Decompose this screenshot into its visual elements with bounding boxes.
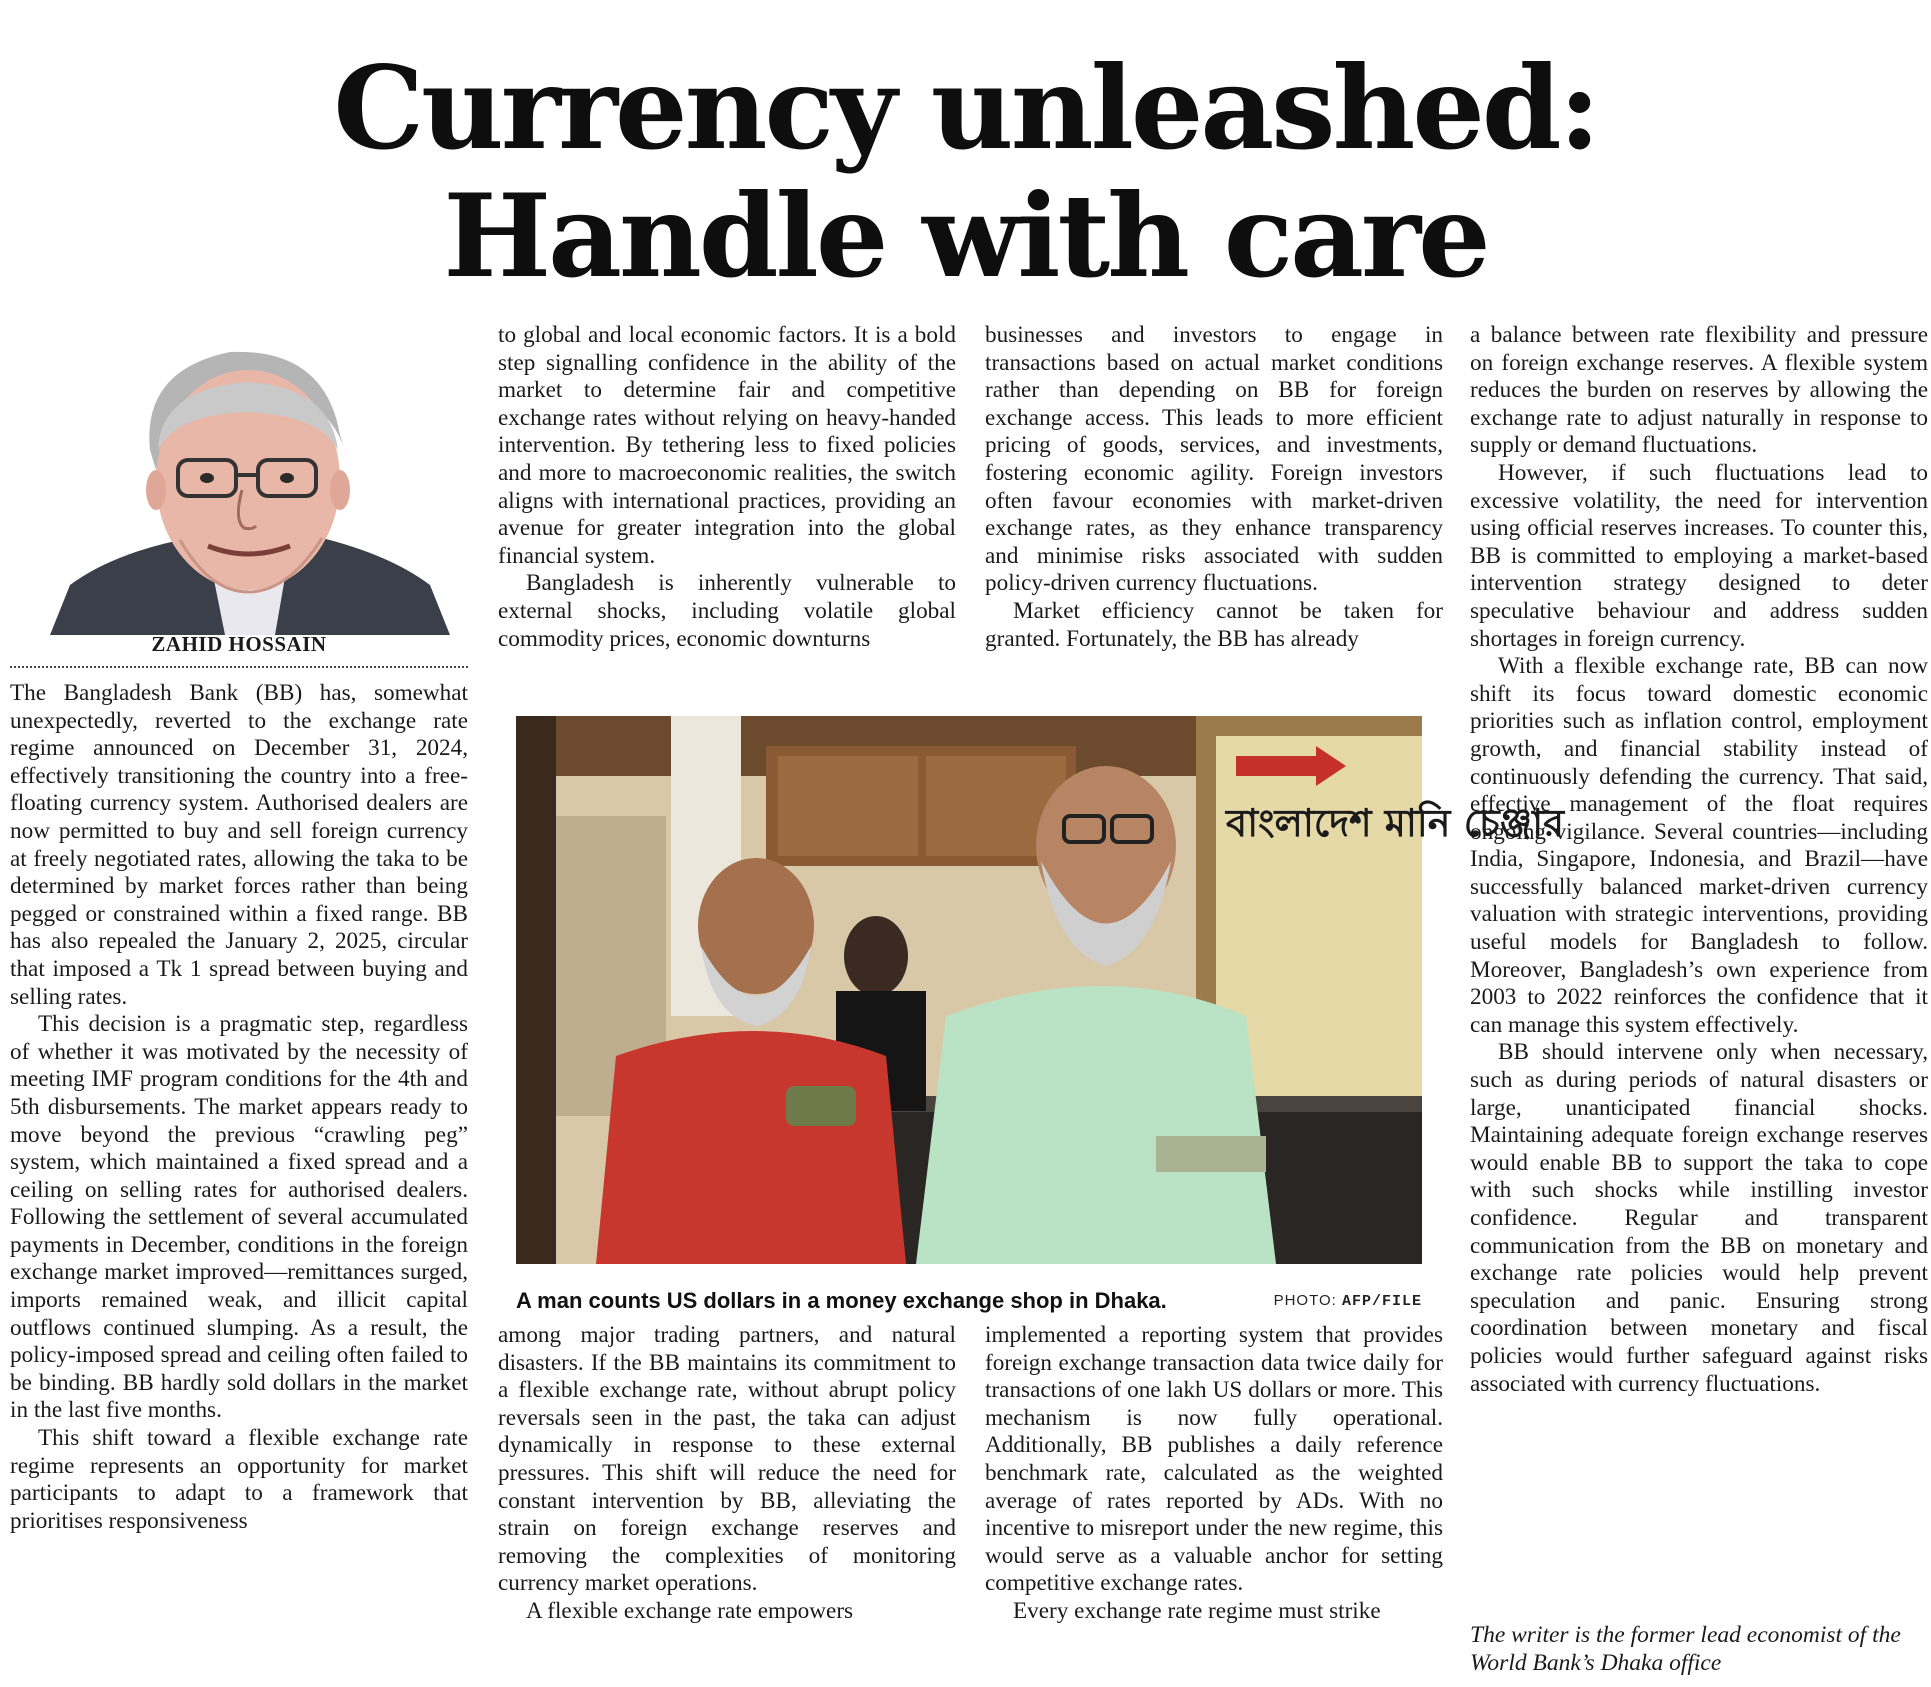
paragraph: With a flexible exchange rate, BB can now shift its focus toward domestic economic priorities such as inflation control, employment growth, and financial stability instead of continuously defending the currency. That said, effective management of the float requires ongoing vigilance. Several countries—including India, Singapore, Indonesia, and Brazil—have successfully balanced market-driven currency valuation with strategic interventions, providing useful models for Bangladesh to follow. Moreover, Bangladesh’s own experience from 2003 to 2022 reinforces the confidence that it can manage this system effectively.: [1470, 653, 1928, 1038]
paragraph: BB should intervene only when necessary, such as during periods of natural disasters or large, unanticipated financial shocks. Maintaining adequate foreign exchange reserves would enable BB to support the taka to cope with such shocks while instilling investor confidence. Regular and transparent communication from the BB on monetary and exchange rate policies would help prevent speculation and panic. Ensuring strong coordination between monetary and fiscal policies would further safeguard against risks associated with currency fluctuations.: [1470, 1039, 1928, 1397]
paragraph: Market efficiency cannot be taken for granted. Fortunately, the BB has already: [985, 597, 1443, 652]
paragraph: This decision is a pragmatic step, regardless of whether it was motivated by the necessity of meeting IMF program conditions for the 4th and 5th disbursements. The market appears ready to move beyond the previous “crawling peg” system, which maintained a fixed spread and a ceiling on selling rates for authorised dealers. Following the settlement of several accumulated payments in December, conditions in the foreign exchange market improved—remittances surged, imports remained weak, and illicit capital outflows continued slumping. As a result, the policy-imposed spread and ceiling often failed to be binding. BB hardly sold dollars in the market in the last five months.: [10, 1011, 468, 1424]
column-1: [10, 680, 468, 1535]
paragraph: Bangladesh is inherently vulnerable to external shocks, including volatile global commodity prices, economic downturns: [498, 570, 956, 652]
column-2-bottom: [498, 1322, 956, 1626]
paragraph: This shift toward a flexible exchange rate regime represents an opportunity for market participants to adapt to a framework that prioritises responsiveness: [10, 1425, 468, 1534]
paragraph: among major trading partners, and natural disasters. If the BB maintains its commitment to a flexible exchange rate, without abrupt policy reversals seen in the past, the taka can adjust dynamically in response to these external pressures. This shift will reduce the need for constant intervention by BB, alleviating the strain on foreign exchange reserves and removing the complexities of monitoring currency market operations.: [498, 1322, 956, 1597]
headline-line-1: Currency unleashed:: [333, 41, 1598, 175]
news-photo: [516, 716, 1565, 1264]
byline-divider: [10, 666, 468, 668]
column-3-top: [985, 322, 1443, 653]
column-2-top: [498, 322, 956, 653]
paragraph: a balance between rate flexibility and pressure on foreign exchange reserves. A flexible system reduces the burden on reserves by allowing the exchange rate to adjust naturally in response to supply or demand fluctuations.: [1470, 322, 1928, 459]
photo-credit-label: PHOTO:: [1273, 1292, 1337, 1309]
photo-credit-source: AFP/FILE: [1341, 1293, 1422, 1310]
author-footnote: The writer is the former lead economist of the World Bank’s Dhaka office: [1470, 1622, 1901, 1676]
shop-sign-text: বাংলাদেশ মানি চেঞ্জার: [1226, 801, 1565, 845]
paragraph: to global and local economic factors. It is a bold step signalling confidence in the ability of the market to determine fair and competitive exchange rates without relying on heavy-handed intervention. By tethering less to fixed policies and more to macroeconomic realities, the switch aligns with international practices, providing an avenue for greater integration into the global financial system.: [498, 322, 956, 569]
photo-credit: [1274, 1292, 1422, 1310]
paragraph: implemented a reporting system that provides foreign exchange transaction data twice daily for transactions of one lakh US dollars or more. This mechanism is now fully operational. Additionally, BB publishes a daily reference benchmark rate, calculated as the weighted average of rates reported by ADs. With no incentive to misreport under the new regime, this would serve as a valuable anchor for setting competitive exchange rates.: [985, 1322, 1443, 1597]
author-byline: ZAHID HOSSAIN: [151, 632, 327, 656]
caption-text: A man counts US dollars in a money exchange shop in Dhaka.: [516, 1288, 1167, 1313]
column-4: [1470, 322, 1928, 1398]
paragraph: A flexible exchange rate empowers: [526, 1597, 854, 1624]
paragraph: The Bangladesh Bank (BB) has, somewhat unexpectedly, reverted to the exchange rate regime announced on December 31, 2024, effectively transitioning the country into a free-floating currency system. Authorised dealers are now permitted to buy and sell foreign currency at freely negotiated rates, allowing the taka to be determined by market forces rather than being pegged or constrained within a fixed range. BB has also repealed the January 2, 2025, circular that imposed a Tk 1 spread between buying and selling rates.: [10, 680, 468, 1010]
paragraph: However, if such fluctuations lead to excessive volatility, the need for intervention using official reserves increases. To counter this, BB is committed to employing a market-based intervention strategy designed to deter speculative behaviour and address sudden shortages in foreign currency.: [1470, 459, 1928, 652]
author-portrait: [30, 330, 470, 635]
headline-line-2: Handle with care: [443, 169, 1488, 303]
photo-caption: [516, 1288, 1422, 1318]
paragraph: Every exchange rate regime must strike: [1013, 1597, 1381, 1624]
headline: [0, 41, 1931, 303]
paragraph: businesses and investors to engage in transactions based on actual market conditions rather than depending on BB for foreign exchange access. This leads to more efficient pricing of goods, services, and investments, fostering economic agility. Foreign investors often favour economies with market-driven exchange rates, as they enhance transparency and minimise risks associated with sudden policy-driven currency fluctuations.: [985, 322, 1443, 597]
column-3-bottom: [985, 1322, 1443, 1626]
